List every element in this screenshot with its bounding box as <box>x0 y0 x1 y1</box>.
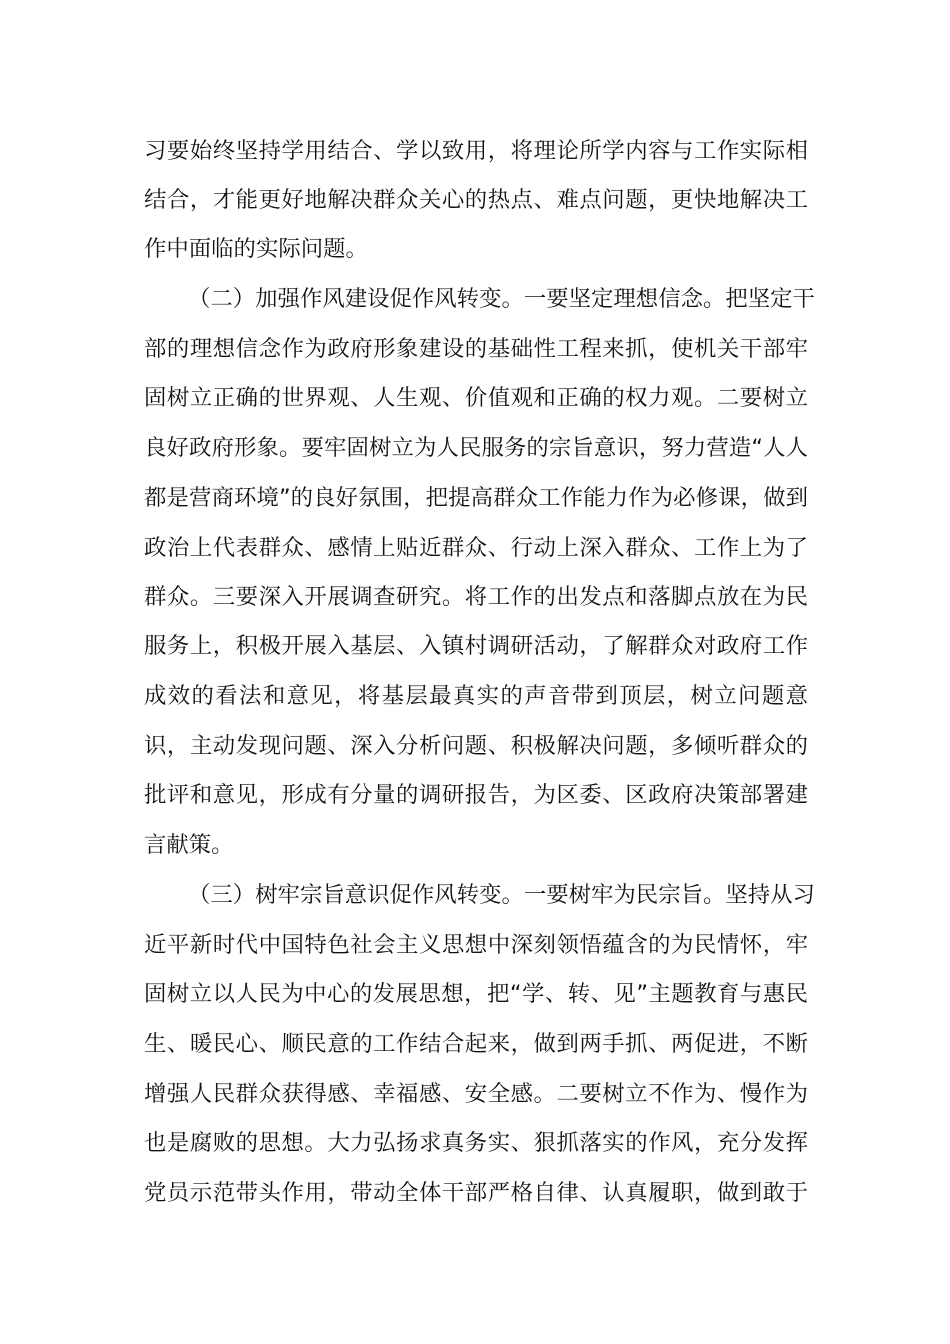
text-line: 作中面临的实际问题。 <box>144 236 368 262</box>
text-line: 生、暖民心、顺民意的工作结合起来，做到两手抓、两促进，不断 <box>144 1031 808 1057</box>
text-line: 习要始终坚持学用结合、学以致用，将理论所学内容与工作实际相 <box>144 138 808 164</box>
text-line: 政治上代表群众、感情上贴近群众、行动上深入群众、工作上为了 <box>144 535 808 561</box>
text-line: 良好政府形象。要牢固树立为人民服务的宗旨意识，努力营造“人人 <box>144 435 808 461</box>
text-line: （二）加强作风建设促作风转变。一要坚定理想信念。把坚定干 <box>188 286 815 312</box>
text-line: 服务上，积极开展入基层、入镇村调研活动，了解群众对政府工作 <box>144 633 808 659</box>
text-line: 党员示范带头作用，带动全体干部严格自律、认真履职，做到敢于 <box>144 1180 808 1206</box>
text-line: 识，主动发现问题、深入分析问题、积极解决问题，多倾听群众的 <box>144 733 808 759</box>
text-line: 成效的看法和意见，将基层最真实的声音带到顶层，树立问题意 <box>144 683 808 709</box>
text-line: 也是腐败的思想。大力弘扬求真务实、狠抓落实的作风，充分发挥 <box>144 1130 808 1156</box>
text-line: 群众。三要深入开展调查研究。将工作的出发点和落脚点放在为民 <box>144 584 808 610</box>
text-line: 都是营商环境”的良好氛围，把提高群众工作能力作为必修课，做到 <box>144 485 808 511</box>
text-line: 结合，才能更好地解决群众关心的热点、难点问题，更快地解决工 <box>144 187 808 213</box>
text-line: 近平新时代中国特色社会主义思想中深刻领悟蕴含的为民情怀，牢 <box>144 932 808 958</box>
text-line: 增强人民群众获得感、幸福感、安全感。二要树立不作为、慢作为 <box>144 1081 808 1107</box>
text-line: （三）树牢宗旨意识促作风转变。一要树牢为民宗旨。坚持从习 <box>188 882 815 908</box>
text-line: 固树立正确的世界观、人生观、价值观和正确的权力观。二要树立 <box>144 385 808 411</box>
text-line: 批评和意见，形成有分量的调研报告，为区委、区政府决策部署建 <box>144 782 808 808</box>
text-line: 言献策。 <box>144 832 234 858</box>
text-line: 固树立以人民为中心的发展思想，把“学、转、见”主题教育与惠民 <box>144 981 808 1007</box>
text-line: 部的理想信念作为政府形象建设的基础性工程来抓，使机关干部牢 <box>144 336 808 362</box>
